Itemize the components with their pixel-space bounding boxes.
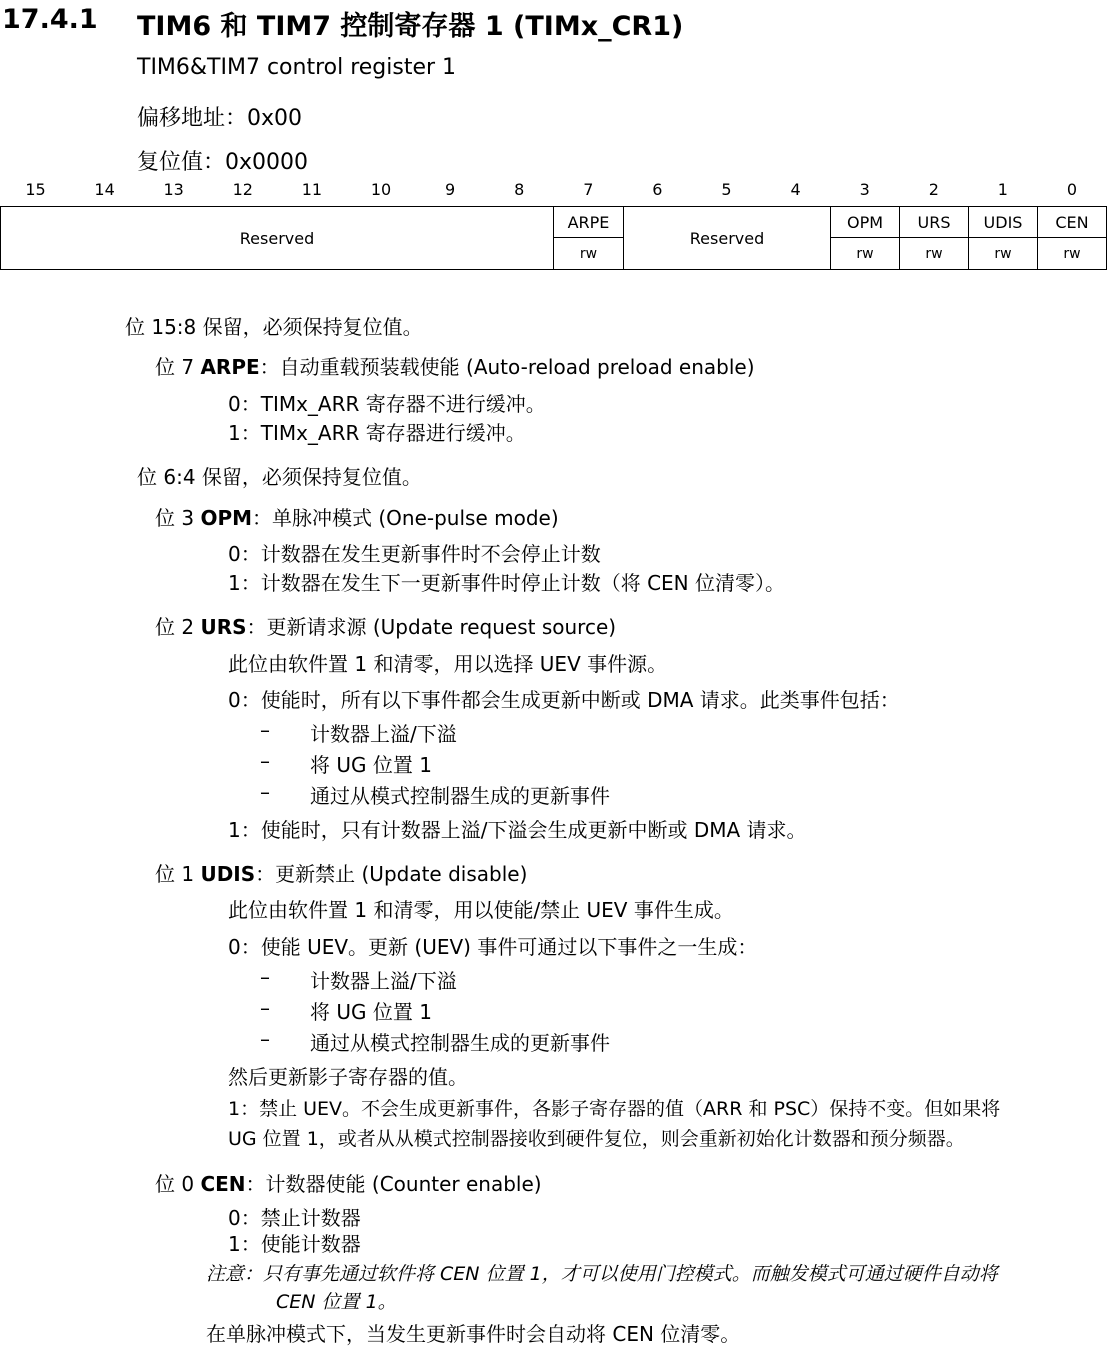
arpe-access-cell [553, 237, 624, 270]
bit-1-dash-1: – [260, 965, 270, 989]
bit-number: 10 [370, 180, 392, 199]
urs-access: rw [925, 245, 943, 262]
opm-cell [830, 206, 900, 238]
cen-label: CEN [1055, 212, 1089, 232]
bit-number: 5 [721, 180, 732, 199]
bit-3-value-1: 1：计数器在发生下一更新事件时停止计数（将 CEN 位清零）。 [228, 571, 786, 595]
urs-access-cell [899, 237, 969, 270]
register-subtitle: TIM6&TIM7 control register 1 [137, 55, 457, 80]
section-number: 17.4.1 [2, 4, 98, 35]
bit-number: 8 [514, 180, 525, 199]
bit-1-value-1-line-2: UG 位置 1，或者从从模式控制器接收到硬件复位，则会重新初始化计数器和预分频器。 [228, 1128, 965, 1150]
udis-cell [968, 206, 1038, 238]
bit-number: 9 [445, 180, 456, 199]
bit-number: 6 [652, 180, 663, 199]
bit-0-value-0: 0：禁止计数器 [228, 1206, 361, 1230]
urs-label: URS [917, 212, 951, 232]
udis-label: UDIS [983, 212, 1023, 232]
bit-2-value-0: 0：使能时，所有以下事件都会生成更新中断或 DMA 请求。此类事件包括： [228, 688, 900, 712]
reserved-mid-label: Reserved [689, 228, 765, 248]
bit-2-heading: 位 2 URS：更新请求源 (Update request source) [155, 615, 617, 639]
reserved-mid-cell [623, 206, 831, 270]
bit-0-value-1: 1：使能计数器 [228, 1232, 361, 1256]
bit-1-dash-3: – [260, 1027, 270, 1051]
bit-2-intro: 此位由软件置 1 和清零，用以选择 UEV 事件源。 [228, 652, 668, 676]
note-line-2: CEN 位置 1。 [276, 1291, 397, 1313]
bit-1-item-2: 将 UG 位置 1 [310, 1000, 432, 1024]
reserved-high-cell [0, 206, 554, 270]
bit-number: 7 [583, 180, 594, 199]
arpe-access: rw [579, 245, 598, 262]
bit-number: 12 [232, 180, 253, 199]
bit-number: 3 [859, 180, 870, 199]
bit-2-item-3: 通过从模式控制器生成的更新事件 [310, 784, 610, 808]
bit-7-value-0: 0：TIMx_ARR 寄存器不进行缓冲。 [228, 392, 546, 416]
bit-number: 0 [1066, 180, 1078, 199]
cen-cell [1037, 206, 1107, 238]
bit-number: 2 [928, 180, 939, 199]
bit-1-dash-2: – [260, 996, 270, 1020]
bit-number: 14 [94, 180, 115, 199]
bit-1-intro: 此位由软件置 1 和清零，用以使能/禁止 UEV 事件生成。 [228, 898, 734, 922]
bit-1-after: 然后更新影子寄存器的值。 [228, 1065, 468, 1089]
bit-2-item-1: 计数器上溢/下溢 [310, 722, 457, 746]
reset-value: 复位值：0x0000 [137, 150, 309, 175]
bit-number: 15 [25, 180, 46, 199]
bit-7-heading: 位 7 ARPE：自动重载预装载使能 (Auto-reload preload enable) [155, 355, 755, 379]
bit-1-item-1: 计数器上溢/下溢 [310, 969, 457, 993]
bit-7-value-1: 1：TIMx_ARR 寄存器进行缓冲。 [228, 421, 526, 445]
udis-access: rw [994, 245, 1012, 262]
bit-number: 4 [790, 180, 801, 199]
bit-number: 1 [997, 180, 1008, 199]
note-line-1: 注意：只有事先通过软件将 CEN 位置 1，才可以使用门控模式。而触发模式可通过硬件自动将 [206, 1263, 998, 1285]
arpe-cell [553, 206, 624, 238]
arpe-label: ARPE [567, 212, 610, 232]
bit-1-item-3: 通过从模式控制器生成的更新事件 [310, 1031, 610, 1055]
urs-cell [899, 206, 969, 238]
bit-1-value-1-line-1: 1：禁止 UEV。不会生成更新事件，各影子寄存器的值（ARR 和 PSC）保持不变。但如果将 [228, 1098, 1001, 1120]
bit-1-value-0: 0：使能 UEV。更新 (UEV) 事件可通过以下事件之一生成： [228, 935, 758, 959]
opm-access: rw [856, 245, 874, 262]
bit-number: 11 [301, 180, 323, 199]
udis-access-cell [968, 237, 1038, 270]
bit-2-dash-3: – [260, 780, 270, 804]
cen-access: rw [1063, 245, 1081, 262]
bit-0-heading: 位 0 CEN：计数器使能 (Counter enable) [155, 1172, 542, 1196]
bit-3-value-0: 0：计数器在发生更新事件时不会停止计数 [228, 542, 601, 566]
bit-number: 13 [163, 180, 184, 199]
bit-2-dash-1: – [260, 718, 270, 742]
bits-15-8-desc: 位 15:8 保留，必须保持复位值。 [125, 315, 423, 339]
opm-access-cell [830, 237, 900, 270]
bit-2-dash-2: – [260, 749, 270, 773]
register-diagram [0, 206, 1107, 270]
bits-6-4-desc: 位 6:4 保留，必须保持复位值。 [137, 465, 422, 489]
cen-access-cell [1037, 237, 1107, 270]
bit-1-heading: 位 1 UDIS：更新禁止 (Update disable) [155, 862, 528, 886]
offset-address: 偏移地址：0x00 [137, 106, 303, 131]
bit-2-item-2: 将 UG 位置 1 [310, 753, 432, 777]
reserved-high-label: Reserved [239, 228, 315, 248]
bit-3-heading: 位 3 OPM：单脉冲模式 (One-pulse mode) [155, 506, 559, 530]
bit-2-value-1: 1：使能时，只有计数器上溢/下溢会生成更新中断或 DMA 请求。 [228, 818, 807, 842]
opm-label: OPM [846, 212, 884, 232]
section-title: TIM6 和 TIM7 控制寄存器 1 (TIMx_CR1) [137, 11, 684, 42]
bit-0-one-pulse-note: 在单脉冲模式下，当发生更新事件时会自动将 CEN 位清零。 [206, 1322, 741, 1346]
